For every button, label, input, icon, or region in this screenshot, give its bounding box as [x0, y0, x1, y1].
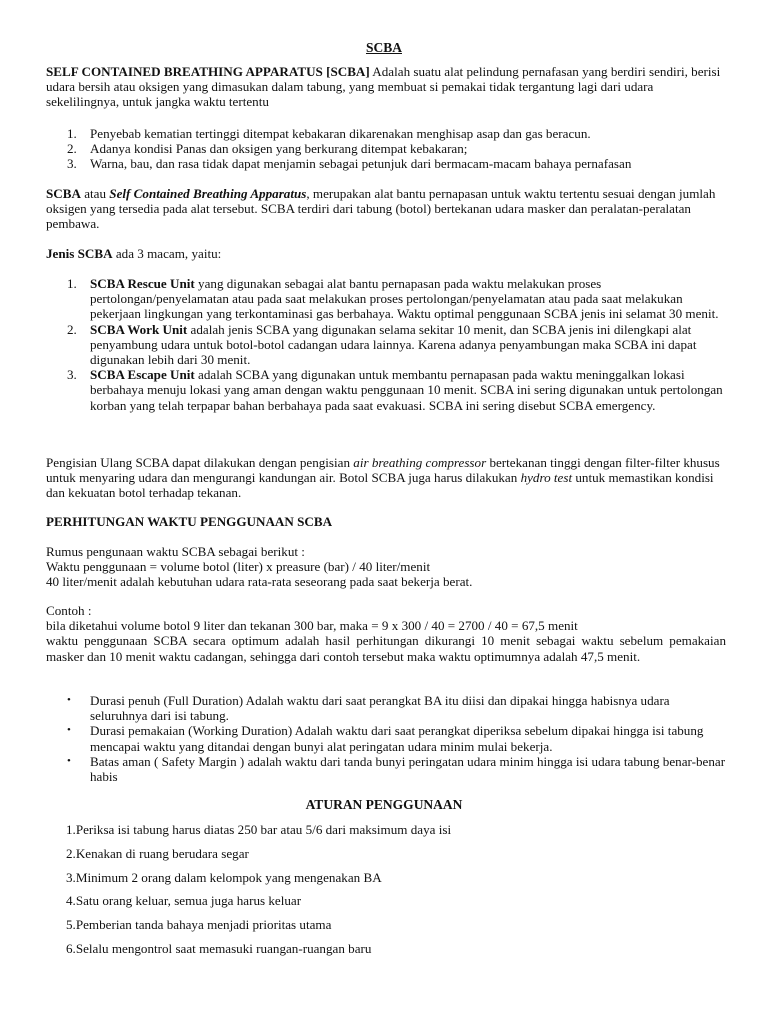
intro-text: Adalah suatu alat pelindung pernafasan yang berdiri sendiri, berisi udara bersih atau oksigen yang dimasukan dalam tabung, yang membuat si pemakai tidak tergantung lagi dari udara sekelilingnya, untuk jangka waktu tertentu [46, 64, 721, 110]
bullet-icon: • [67, 694, 71, 706]
example-line: bila diketahui volume botol 9 liter dan tekanan 300 bar, maka = 9 x 300 / 40 = 2700 / 40 = 67,5 menit [46, 618, 578, 634]
list-number: 1. [67, 276, 77, 291]
list-item [46, 156, 726, 171]
definition-text: , merupakan alat bantu pernapasan untuk waktu tertentu sesuai dengan jumlah oksigen yang tersedia pada alat tersebut. SCBA terdiri dari tabung (botol) bertekanan udara masker dan peralatan-peralatan pembawa. [46, 186, 716, 232]
definition-term-full: Self Contained Breathing Apparatus [109, 186, 307, 201]
list-item-text: Penyebab kematian tertinggi ditempat kebakaran dikarenakan menghisap asap dan gas beracun. [90, 126, 591, 141]
list-item-text: Batas aman ( Safety Margin ) adalah waktu dari tanda bunyi peringatan udara minim hingga isi udara tabung benar-benar habis [90, 753, 726, 785]
document-title: SCBA [365, 40, 402, 55]
types-list [46, 276, 726, 413]
list-item-text: Adanya kondisi Panas dan oksigen yang berkurang ditempat kebakaran; [90, 141, 468, 157]
list-number: 1. [67, 126, 77, 141]
list-number: 3. [67, 367, 77, 383]
refill-text: Pengisian Ulang SCBA dapat dilakukan dengan pengisian [46, 455, 354, 470]
type-description: adalah jenis SCBA yang digunakan selama sekitar 10 menit, dan SCBA jenis ini dilengkapi alat penyambung udara untuk botol-botol cadangan udara lainnya. Karena adanya penyambungan maka SCBA ini dapat digunakan lebih dari 30 menit. [90, 321, 697, 368]
rule-item: 1.Periksa isi tabung harus diatas 250 bar atau 5/6 dari maksimum daya isi [66, 822, 452, 837]
types-intro [46, 246, 726, 261]
definition-term: SCBA [46, 186, 81, 201]
list-item [46, 322, 726, 368]
reasons-list [46, 126, 726, 172]
list-item-text: Warna, bau, dan rasa tidak dapat menjamin sebagai petunjuk dari bermacam-macam bahaya pernafasan [90, 156, 632, 172]
rule-item: 6.Selalu mengontrol saat memasuki ruangan-ruangan baru [66, 941, 372, 956]
calc-heading: PERHITUNGAN WAKTU PENGGUNAAN SCBA [46, 514, 333, 529]
definition-text: atau [80, 186, 110, 201]
example-block [46, 603, 726, 664]
list-item [46, 723, 726, 753]
refill-paragraph [46, 455, 726, 501]
list-item [46, 126, 726, 141]
formula-line: Waktu penggunaan = volume botol (liter) x preasure (bar) / 40 liter/menit [46, 559, 431, 575]
rule-item: 2.Kenakan di ruang berudara segar [66, 846, 249, 861]
type-name: SCBA Escape Unit [90, 367, 195, 383]
formula-line: 40 liter/menit adalah kebutuhan udara rata-rata seseorang pada saat bekerja berat. [46, 574, 473, 590]
list-item [46, 276, 726, 322]
refill-term: air breathing compressor [353, 455, 487, 470]
refill-text: untuk memastikan kondisi dan kekuatan botol terhadap tekanan. [46, 470, 714, 501]
list-number: 3. [67, 156, 77, 172]
rule-item: 5.Pemberian tanda bahaya menjadi prioritas utama [66, 917, 332, 932]
definition-paragraph [46, 186, 726, 232]
durations-list [46, 693, 726, 784]
list-item-text: Durasi penuh (Full Duration) Adalah waktu dari saat perangkat BA itu diisi dan dipakai hingga habisnya udara seluruhnya dari isi tabung. [90, 693, 670, 724]
list-item [46, 141, 726, 156]
example-paragraph: waktu penggunaan SCBA secara optimum adalah hasil perhitungan dikurangi 10 menit sebagai waktu sebelum pemakaian masker dan 10 menit waktu cadangan, sehingga dari contoh tersebut maka waktu optimumnya adalah 47,5 menit. [46, 633, 726, 664]
types-intro-text: ada 3 macam, yaitu: [112, 246, 222, 261]
type-description: adalah SCBA yang digunakan untuk membantu pernapasan pada waktu meninggalkan lokasi berbahaya menuju lokasi yang aman dengan waktu penggunaan 10 menit. SCBA ini sering digunakan untuk pertolongan korban yang telah terpapar bahan berbahaya pada saat evakuasi. SCBA ini sering disebut SCBA emergency. [90, 367, 723, 413]
refill-text: bertekanan tinggi dengan filter-filter khusus untuk menyaring udara dan mengurangi kandungan air. Botol SCBA juga harus dilakukan [46, 455, 720, 486]
list-item-text: Durasi pemakaian (Working Duration) Adalah waktu dari saat perangkat diperiksa sebelum dipakai hingga isi tabung mencapai waktu yang ditandai dengan bunyi alat peringatan udara minim mulai bekerja. [90, 723, 704, 754]
bullet-icon: • [67, 724, 71, 737]
list-number: 2. [67, 321, 77, 337]
type-name: SCBA Rescue Unit [90, 276, 195, 291]
list-number: 2. [67, 141, 77, 157]
list-item [46, 693, 726, 723]
bullet-icon: • [67, 754, 71, 767]
intro-paragraph [46, 64, 726, 110]
list-item [46, 754, 726, 784]
rule-item: 4.Satu orang keluar, semua juga harus keluar [66, 893, 302, 908]
formula-block [46, 544, 726, 590]
types-term: Jenis SCBA [46, 246, 113, 261]
type-description: yang digunakan sebagai alat bantu pernapasan pada waktu melakukan proses pertolongan/penyelamatan atau pada saat melakukan proses pertolongan/penyelamatan atau pada saat melakukan pekerjaan lingkungan yang terkontaminasi gas berbahaya. Waktu optimal penggunaan SCBA jenis ini selamat 30 menit. [90, 276, 719, 322]
intro-term: SELF CONTAINED BREATHING APPARATUS [SCBA] [46, 64, 370, 79]
refill-term: hydro test [520, 470, 573, 486]
rule-item: 3.Minimum 2 orang dalam kelompok yang mengenakan BA [66, 870, 382, 885]
rules-heading: ATURAN PENGGUNAAN [305, 797, 463, 812]
example-label: Contoh : [46, 603, 92, 618]
formula-line: Rumus pengunaan waktu SCBA sebagai berikut : [46, 544, 305, 559]
type-name: SCBA Work Unit [90, 321, 188, 337]
list-item [46, 367, 726, 413]
